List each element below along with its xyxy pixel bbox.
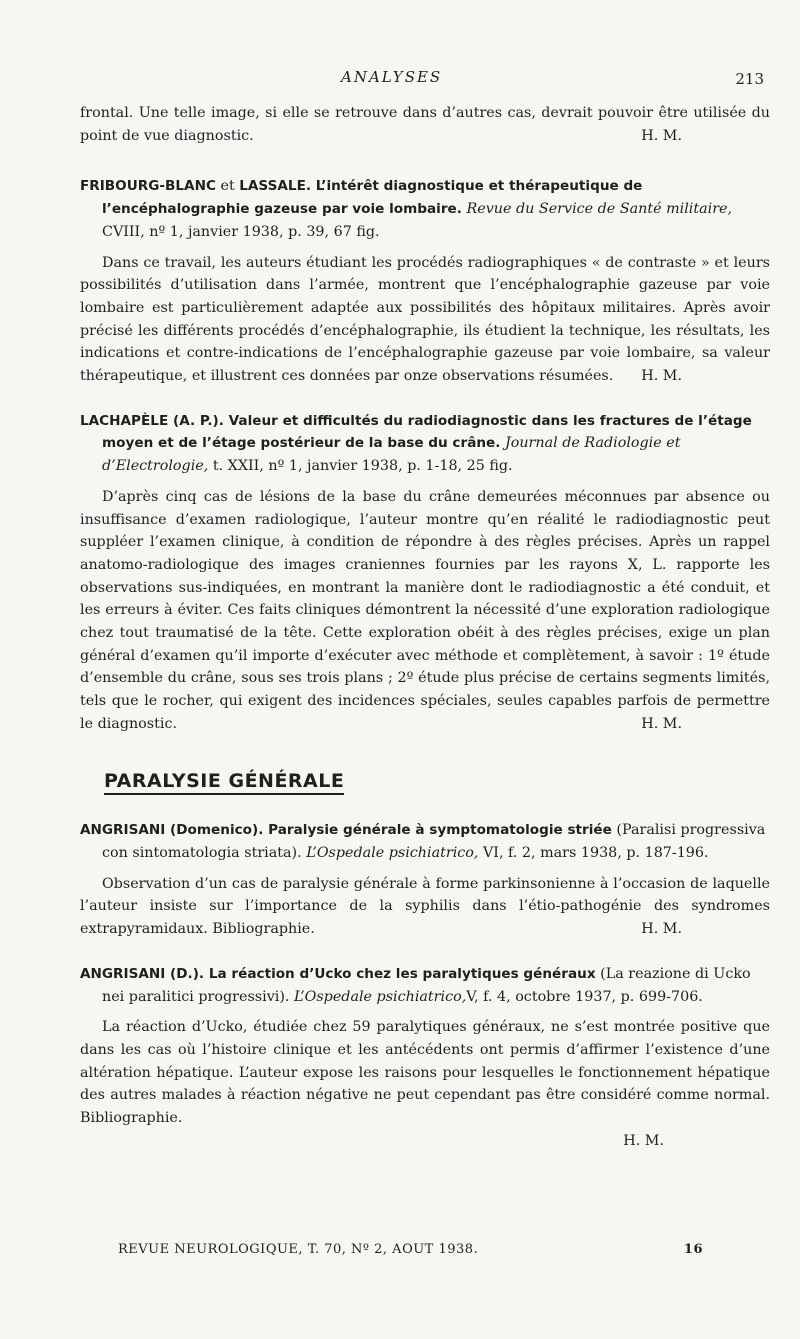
article-title: Valeur et difficultés du radiodiagnostic dans les fractures de l’étage moyen et de l’étage postérieur de la base du crâne. [102,412,752,452]
intro-text: frontal. Une telle image, si elle se retrouve dans d’autres cas, devrait pouvoir être utilisée du point de vue diagnostic. [80,105,770,144]
author-name: LACHAPÈLE [80,412,169,429]
author-firstname: (Domenico). [165,822,264,839]
signature: H. M. [623,1132,664,1149]
citation: CVIII, nº 1, janvier 1938, p. 39, 67 fig. [102,223,380,240]
sheet-number: 16 [683,1242,703,1257]
abstract-paragraph [80,486,770,736]
abstract-paragraph [80,252,770,388]
article-title: . L’intérêt diagnostique et thérapeutique de l’encéphalographie gazeuse par voie lombaire. [102,178,643,218]
abstract-text: La réaction d’Ucko, étudiée chez 59 paralytiques généraux, ne s’est montrée positive que dans les cas où l’histoire clinique et les antécédents ont permis d’affirmer l’existence d’une altération hépatique. L’auteur expose les raisons pour lesquelles le fonctionnement hépatique des autres malades à réaction négative ne peut cependant pas être considéré comme normal. Bibliographie. [80,1019,770,1127]
journal-name: L’Ospedale psichiatrico, [294,988,467,1005]
author-initials: (D.). [165,965,205,982]
signature: H. M. [641,715,682,732]
author-name: ANGRISANI [80,822,166,839]
abstract-text: Observation d’un cas de paralysie générale à forme parkinsonienne à l’occasion de laquelle l’auteur insiste sur l’importance de la syphilis dans l’étio-pathogénie des syndromes extrapyramidaux. Bibliographie. [80,875,770,938]
journal-name: L’Ospedale psichiatrico, [306,844,479,861]
original-title: (Paralisi progressiva con sintomatologia striata). [102,822,766,861]
entry-heading [80,410,770,478]
abstract-text: Dans ce travail, les auteurs étudiant les procédés radiographiques « de contraste » et leurs possibilités d’utilisation dans l’armée, montrent que l’encéphalographie gazeuse par voie lombaire est particulièrement adaptée aux possibilités des hôpitaux militaires. Après avoir précisé les différents procédés d’encéphalographie, ils étudient la technique, les résultats, les indications et contre-indications de l’encéphalographie gazeuse par voie lombaire, sa valeur thérapeutique, et illustrent ces données par onze observations résumées. [80,254,770,385]
signature: H. M. [641,368,682,385]
abstract-text: D’après cinq cas de lésions de la base du crâne demeurées méconnues par absence ou insuffisance d’examen radiologique, l’auteur montre qu’en réalité le radiodiagnostic peut suppléer l’examen clinique, à condition de répondre à des règles précises. Après un rappel anatomo-radiologique des images craniennes fournies par les rayons X, L. rapporte les observations sus-indiquées, en montrant la manière dont le radiodiagnostic a été conduit, et les erreurs à éviter. Ces faits cliniques démontrent la nécessité d’une exploration radiologique chez tout traumatisé de la tête. Cette exploration obéit à des règles précises, exige un plan général d’examen qu’il importe d’exécuter avec méthode et complètement, à savoir : 1º étude d’ensemble du crâne, sous ses trois plans ; 2º étude plus précise de certains segments limités, tels que le rocher, qui exigent des incidences spéciales, seules capables parfois de permettre le diagnostic. [80,488,770,732]
abstract-paragraph [80,1016,770,1130]
citation: VI, f. 2, mars 1938, p. 187-196. [478,844,709,861]
author-initials: (A. P.). [168,412,224,429]
abstract-paragraph [80,873,770,941]
author-name-2: LASSALE [239,178,306,195]
author-name: ANGRISANI [80,965,166,982]
original-title: (La reazione di Ucko nei paralitici progressivi). [102,965,751,1005]
page-footer [118,1242,703,1257]
section-heading: PARALYSIE GÉNÉRALE [104,770,344,796]
author-name: FRIBOURG-BLANC [80,178,216,195]
running-head [0,68,800,88]
running-title: ANALYSES [341,68,443,86]
citation: t. XXII, nº 1, janvier 1938, p. 1-18, 25 fig. [208,458,513,475]
article-title: Paralysie générale à symptomatologie striée [263,822,612,839]
article-title: La réaction d’Ucko chez les paralytiques généraux [204,965,596,982]
entry-heading [80,963,770,1008]
citation: V, f. 4, octobre 1937, p. 699-706. [466,988,703,1005]
signature: H. M. [641,921,682,938]
journal-name: Revue du Service de Santé militaire, [466,201,733,218]
entry-heading [80,819,770,864]
author-connector: et [215,178,240,195]
journal-name: Journal de Radiologie et d’Electrologie, [102,435,681,475]
page-content [80,102,770,1152]
signature: H. M. [641,127,682,144]
intro-paragraph [80,102,770,147]
footer-citation: REVUE NEUROLOGIQUE, T. 70, Nº 2, AOUT 1938. [118,1242,479,1257]
entry-heading [80,175,770,243]
page-number: 213 [735,70,764,88]
